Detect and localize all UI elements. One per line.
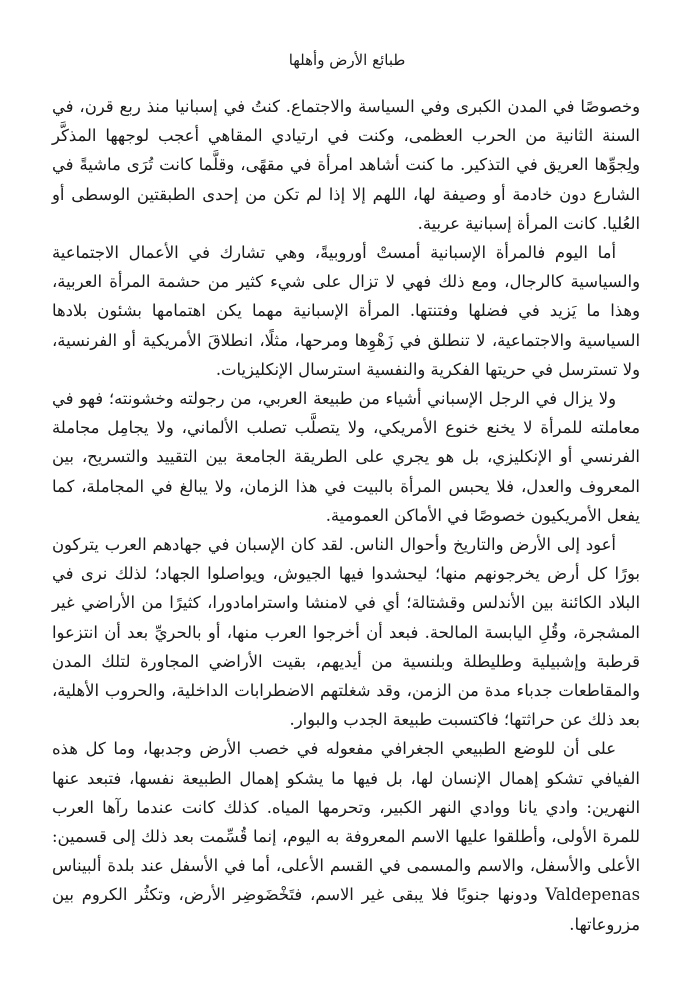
paragraph-continued: وخصوصًا في المدن الكبرى وفي السياسة والاجتماع. كنتُ في إسبانيا منذ ربع قرن، في السنة الثانية من الحرب العظمى، وكنت في ارتيادي المقاهي أعجب لوجهها المذكَّر ولِجوِّها العريق في التذكير. ما كنت أشاهد امرأة في مقهًى، وقلَّما كانت تُرَى ماشيةً في الشارع دون خادمة أو وصيفة لها، اللهم إلا إذا لم تكن من إحدى الطبقتين الوسطى أو العُليا. كانت المرأة إسبانية عربية. <box>52 97 640 233</box>
running-header: طبائع الأرض وأهلها <box>288 51 406 69</box>
body-text <box>52 92 640 939</box>
paragraph: على أن للوضع الطبيعي الجغرافي مفعوله في خصب الأرض وجدبها، وما كل هذه الفيافي تشكو إهمال الإنسان لها، بل فيها ما يشكو إهمال الطبيعة نفسها، فتبعد عنها النهرين: وادي يانا ووادي النهر الكبير، وتحرمها المياه. كذلك كانت عندما رآها العرب للمرة الأولى، وأطلقوا عليها الاسم المعروفة به اليوم، إنما قُسِّمت بعد ذلك إلى قسمين: الأعلى والأسفل، والاسم والمسمى في القسم الأعلى، أما في الأسفل عند بلدة ألبيناس Valdepenas ودونها جنوبًا فلا يبقى غير الاسم، فتَخْضَوضِر الأرض، وتكثُر الكروم بين مزروعاتها. <box>52 739 640 934</box>
paragraph: ولا يزال في الرجل الإسباني أشياء من طبيعة العربي، من رجولته وخشونته؛ فهو في معاملته للمرأة لا يخنع خنوع الأمريكي، ولا يتصلَّب تصلب الألماني، ولا يجامِل مجاملة الفرنسي أو الإنكليزي، بل هو يجري على الطريقة الجامعة بين التقييد والتسريح، بين المعروف والعدل، فلا يحبس المرأة بالبيت في هذا الزمان، ولا يبالغ في المجاملة، كما يفعل الأمريكيون خصوصًا في الأماكن العمومية. <box>52 389 640 525</box>
paragraph: أعود إلى الأرض والتاريخ وأحوال الناس. لقد كان الإسبان في جهادهم العرب يتركون بورًا كل أرض يخرجونهم منها؛ ليحشدوا فيها الجيوش، ويواصلوا الجهاد؛ لذلك نرى في البلاد الكائنة بين الأندلس وقشتالة؛ أي في لامنشا واسترامادورا، كثيرًا من الأراضي غير المشجرة، وقُلِ اليابسة المالحة. فبعد أن أخرجوا العرب منها، أو بالحريِّ بعد أن انتزعوا قرطبة وإشبيلية وطليطلة وبلنسية من أيديهم، بقيت الأراضي المجاورة لتلك المدن والمقاطعات جدباء مدة من الزمن، وقد شغلتهم الاضطرابات الداخلية، والحروب الأهلية، بعد ذلك عن حراثتها؛ فاكتسبت طبيعة الجدب والبوار. <box>52 535 640 730</box>
paragraph: أما اليوم فالمرأة الإسبانية أمستْ أوروبيةً، وهي تشارك في الأعمال الاجتماعية والسياسية كالرجال، ومع ذلك فهي لا تزال على شيء كثير من حشمة المرأة العربية، وهذا ما يَزيد في فضلها وفتنتها. المرأة الإسبانية مهما يكن اهتمامها بشئون بلادها السياسية والاجتماعية، لا تنطلق في زَهْوِها ومرحها، مثلًا، انطلاقَ الأمريكية أو الفرنسية، ولا تسترسل في حريتها الفكرية والنفسية استرسال الإنكليزيات. <box>52 243 640 379</box>
